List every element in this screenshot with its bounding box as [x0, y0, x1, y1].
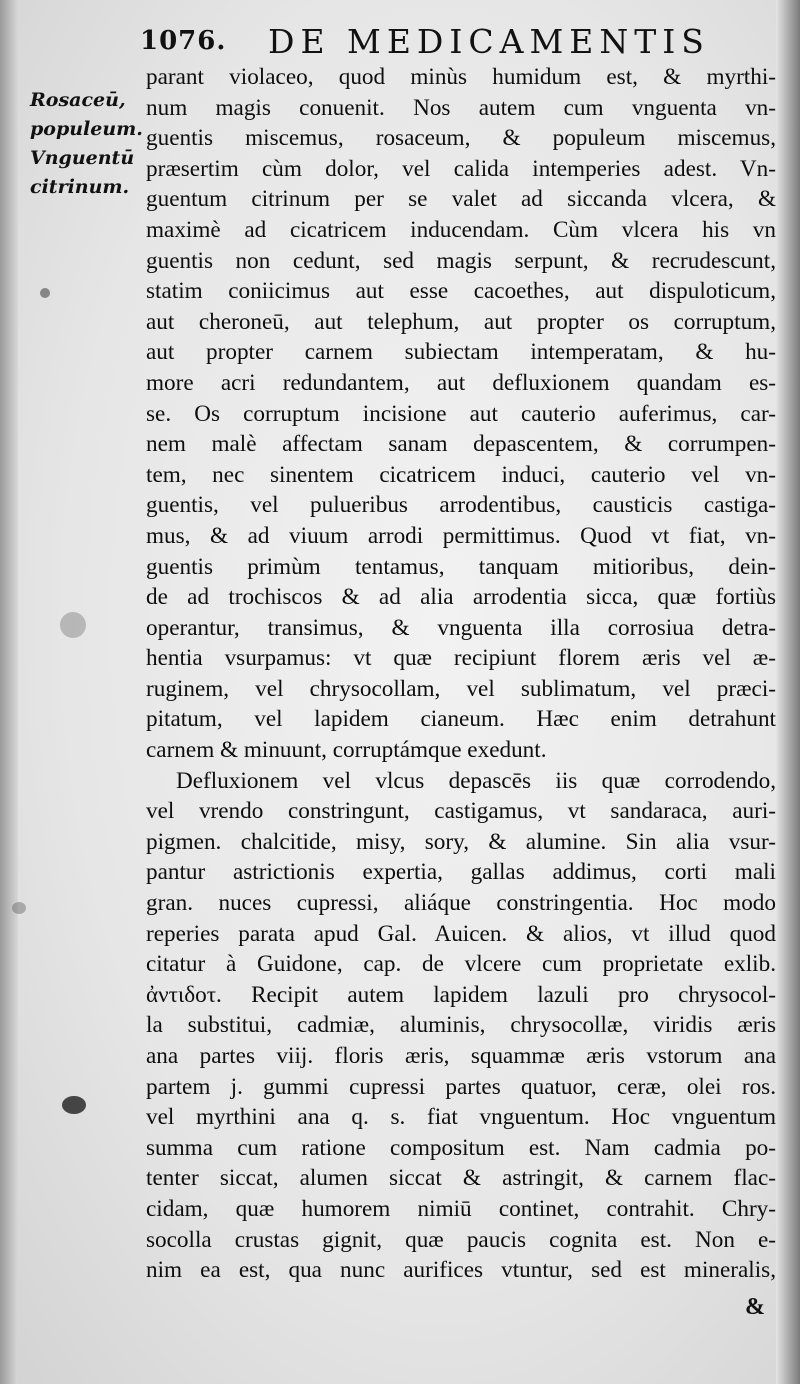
text-line: operantur, transimus, & vnguenta illa corrosiua detra-: [146, 614, 776, 641]
text-line: guentum citrinum per se valet ad siccanda vlcera, &: [146, 186, 776, 213]
text-line: nem malè affectam sanam depascentem, & corrumpen-: [146, 431, 776, 458]
ink-spot: [62, 1096, 86, 1114]
text-line: pantur astrictionis expertia, gallas addimus, corti mali: [146, 859, 776, 886]
margin-note: citrinum.: [30, 176, 130, 198]
text-line: guentis, vel pulueribus arrodentibus, causticis castiga-: [146, 492, 776, 519]
body-text: [146, 62, 776, 1286]
text-line: aut cheroneū, aut telephum, aut propter os corruptum,: [146, 308, 776, 335]
text-line: pitatum, vel lapidem cianeum. Hæc enim detrahunt: [146, 706, 776, 733]
text-line: cidam, quæ humorem nimiū continet, contrahit. Chry-: [146, 1195, 776, 1222]
catchword: &: [745, 1294, 765, 1320]
page-header: [140, 22, 740, 64]
text-line: num magis conuenit. Nos autem cum vnguenta vn-: [146, 94, 776, 121]
text-line: vel vrendo constringunt, castigamus, vt sandaraca, auri-: [146, 798, 776, 825]
text-line: ana partes viij. floris æris, squammæ æris vstorum ana: [146, 1043, 776, 1069]
text-line: socolla crustas gignit, quæ paucis cognita est. Non e-: [146, 1226, 776, 1253]
text-line: maximè ad cicatricem inducendam. Cùm vlcera his vn: [146, 216, 776, 243]
text-line: mus, & ad viuum arrodi permittimus. Quod vt fiat, vn-: [146, 522, 776, 549]
text-line: de ad trochiscos & ad alia arrodentia sicca, quæ fortiùs: [146, 584, 776, 611]
ink-spot: [12, 902, 26, 914]
margin-notes: [30, 86, 150, 202]
text-line: la substitui, cadmiæ, aluminis, chrysocollæ, viridis æris: [146, 1012, 776, 1039]
text-line: guentis non cedunt, sed magis serpunt, & recrudescunt,: [146, 247, 776, 274]
text-line: tenter siccat, alumen siccat & astringit, & carnem flac-: [146, 1165, 776, 1192]
text-line: vel myrthini ana q. s. fiat vnguentum. Hoc vnguentum: [146, 1104, 776, 1131]
text-line: parant violaceo, quod minùs humidum est, & myrthi-: [146, 64, 776, 90]
text-line: gran. nuces cupressi, aliáque constringentia. Hoc modo: [146, 890, 776, 917]
text-line: ruginem, vel chrysocollam, vel sublimatum, vel præci-: [146, 675, 776, 702]
text-line: more acri redundantem, aut defluxionem quandam es-: [146, 369, 776, 396]
text-line: reperies parata apud Gal. Auicen. & alios, vt illud quod: [146, 920, 776, 947]
page-left-edge: [0, 0, 18, 1384]
text-line: guentis primùm tentamus, tanquam mitioribus, dein-: [146, 553, 776, 580]
text-line: præsertim cùm dolor, vel calida intemperies adest. Vn-: [146, 155, 776, 182]
running-head: DE MEDICAMENTIS: [268, 22, 710, 61]
text-line: citatur à Guidone, cap. de vlcere cum proprietate exlib.: [146, 951, 776, 978]
text-line: Defluxionem vel vlcus depascēs iis quæ corrodendo,: [176, 767, 776, 794]
text-line: aut propter carnem subiectam intemperatam, & hu-: [146, 339, 776, 366]
paragraph-1: [146, 62, 776, 766]
text-line: carnem & minuunt, corruptámque exedunt.: [146, 737, 547, 764]
text-line: se. Os corruptum incisione aut cauterio auferimus, car-: [146, 400, 776, 427]
paragraph-2: [146, 766, 776, 1286]
ink-spot: [60, 612, 86, 638]
text-line: statim coniicimus aut esse cacoethes, aut dispuloticum,: [146, 278, 776, 305]
margin-note: populeum.: [30, 118, 143, 140]
page-right-edge: [776, 0, 800, 1384]
text-line: ἀντιδοτ. Recipit autem lapidem lazuli pro chrysocol-: [146, 981, 776, 1008]
text-line: summa cum ratione compositum est. Nam cadmia po-: [146, 1134, 776, 1161]
text-line: guentis miscemus, rosaceum, & populeum miscemus,: [146, 125, 776, 152]
text-line: partem j. gummi cupressi partes quatuor, ceræ, olei ros.: [146, 1073, 776, 1100]
margin-note: Rosaceū,: [30, 89, 126, 111]
text-line: tem, nec sinentem cicatricem induci, cauterio vel vn-: [146, 461, 776, 488]
text-line: hentia vsurpamus: vt quæ recipiunt florem æris vel æ-: [146, 645, 776, 672]
text-line: pigmen. chalcitide, misy, sory, & alumine. Sin alia vsur-: [146, 828, 776, 855]
margin-note: Vnguentū: [30, 147, 135, 169]
text-line: nim ea est, qua nunc aurifices vtuntur, sed est mineralis,: [146, 1257, 776, 1284]
ink-spot: [40, 288, 50, 298]
page-number: 1076.: [140, 26, 227, 56]
